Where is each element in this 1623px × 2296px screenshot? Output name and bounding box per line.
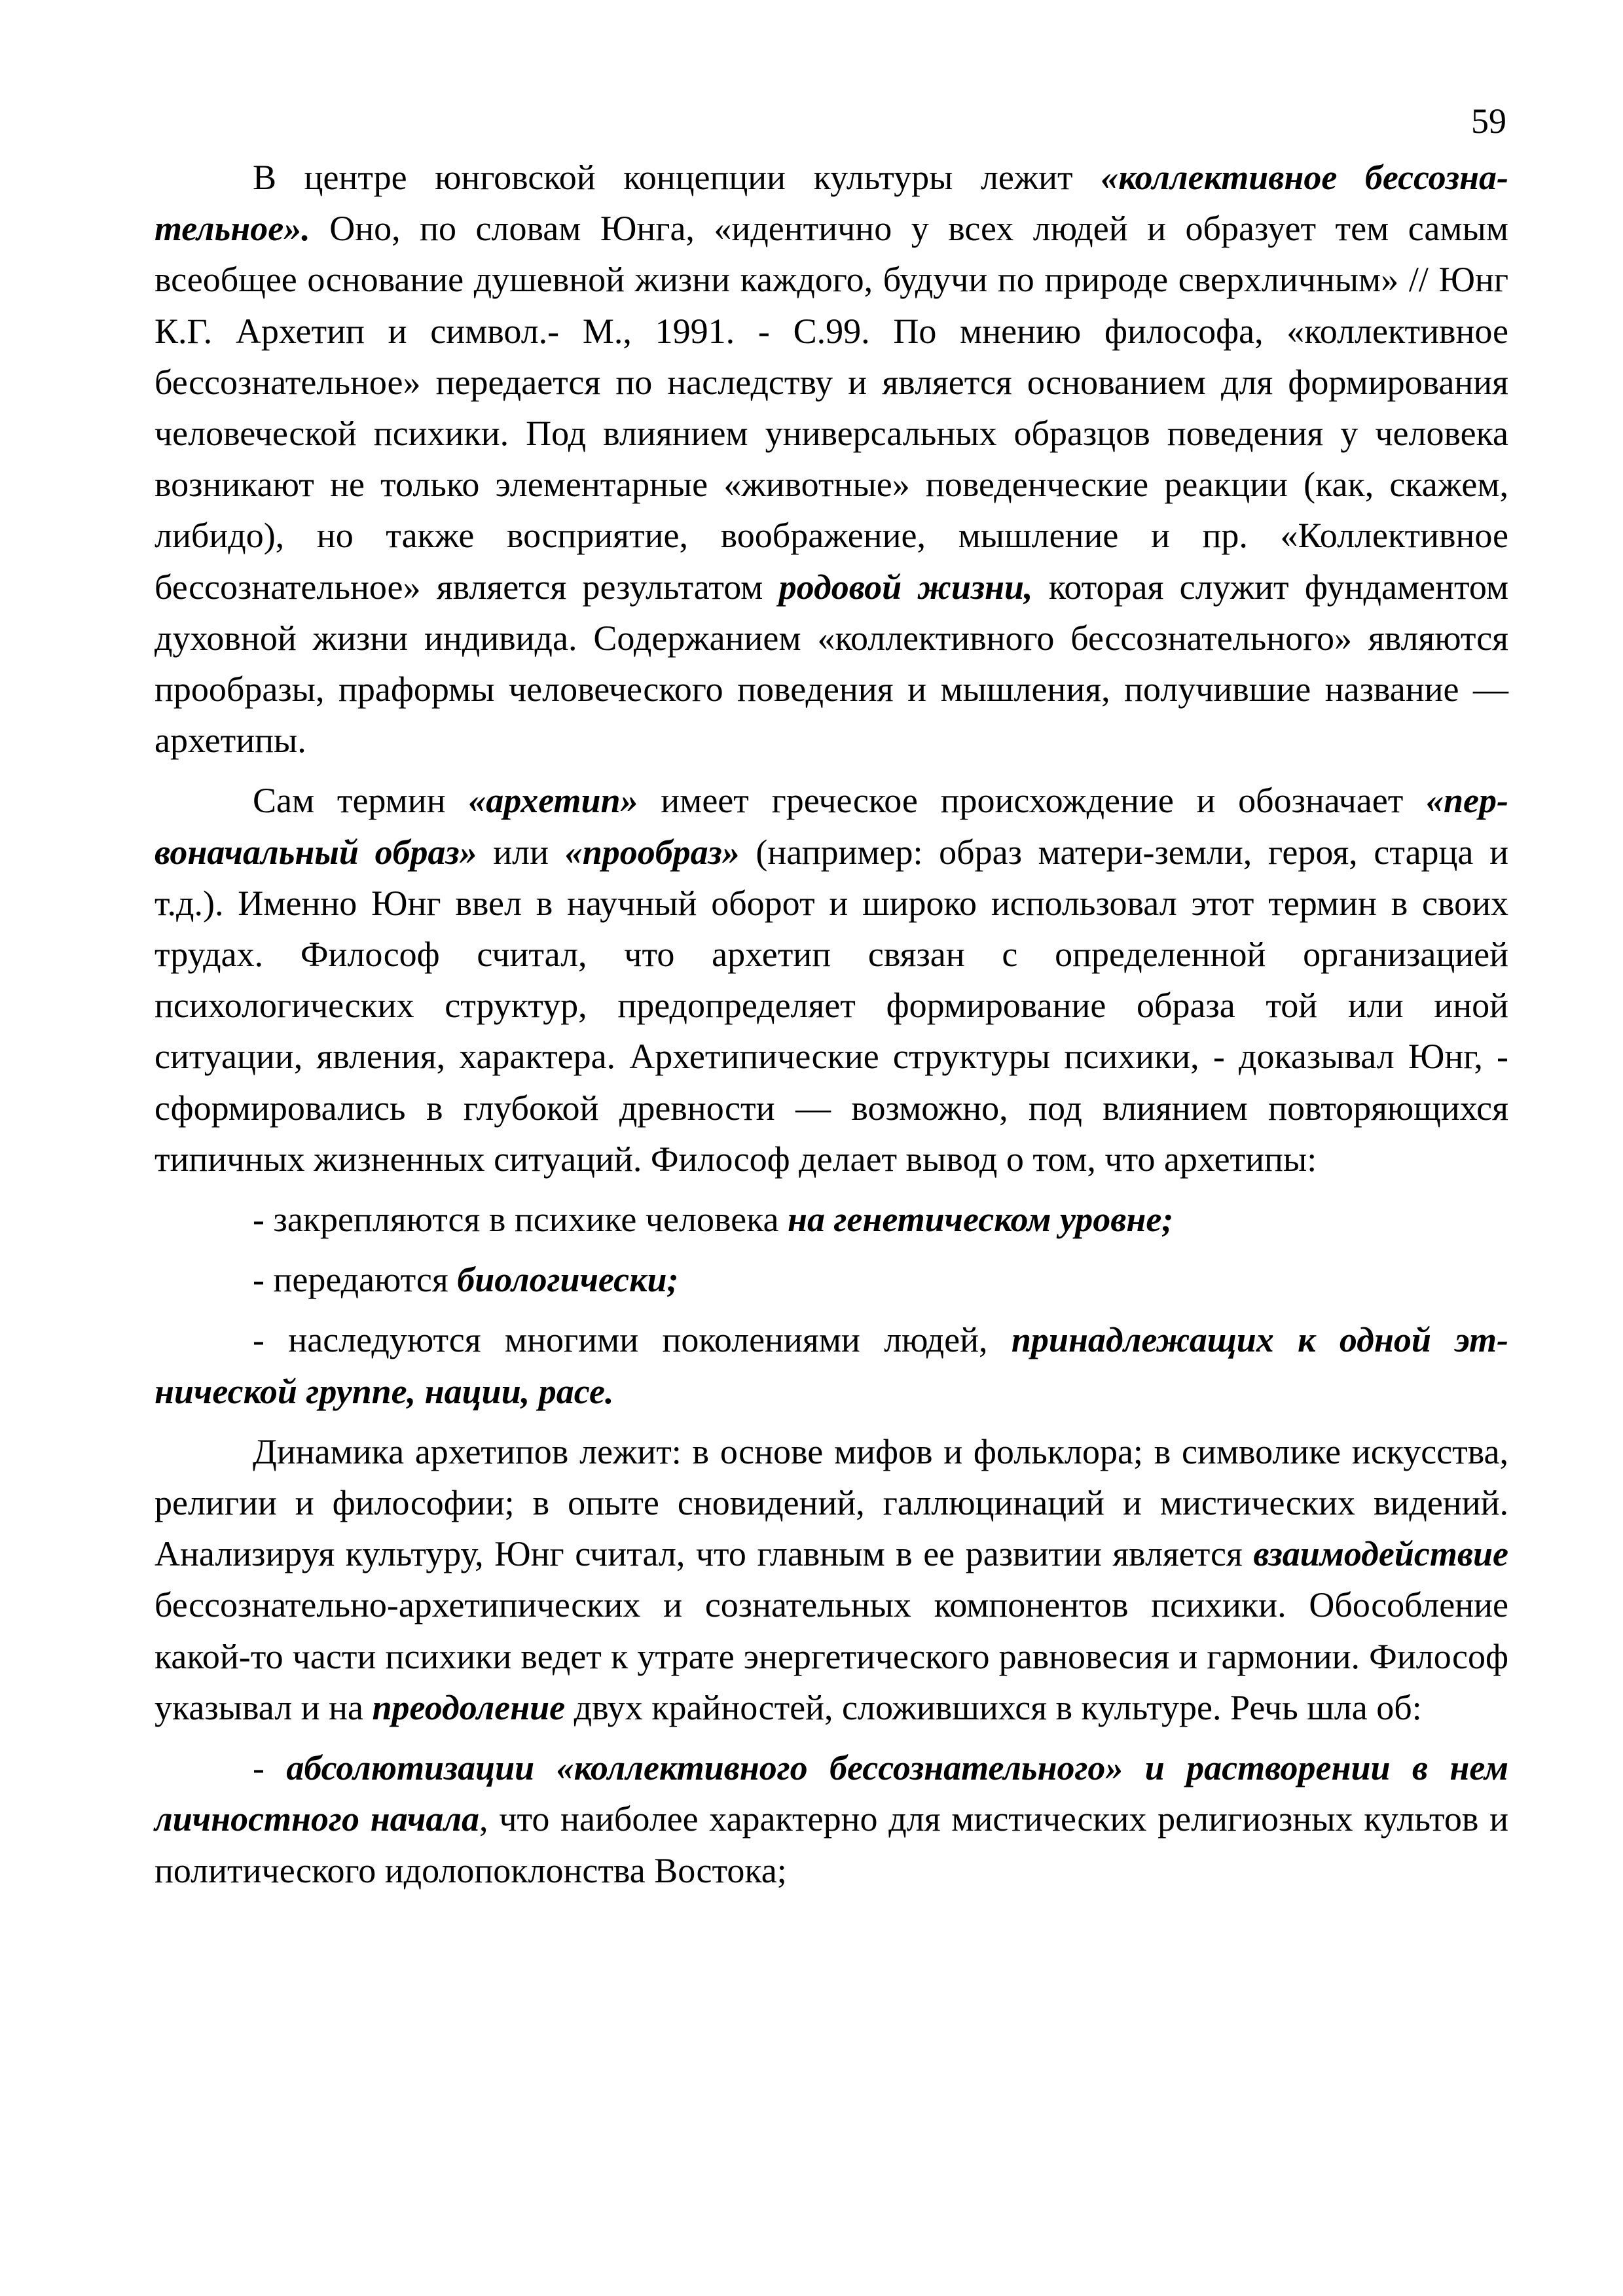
body-text: имеет греческое происхождение и обозначает <box>638 781 1427 821</box>
list-item-absolutization <box>155 1742 1508 1896</box>
body-text: - закрепляются в психике человека <box>253 1200 788 1240</box>
body-text: Оно, по словам Юнга, «идентично у всех людей и образует тем самым всеобщее основание душевной жизни каждого, будучи по природе сверхличным» // Юнг К.Г. Архетип и символ.- М., 1991. - С.99. По мнению философа, «коллективное бессознательное» передается по наследству и является основанием для формирования человеческой психики. Под влиянием универсальных образцов поведения у человека возникают не только элементарные «животные» поведенческие реакции (как, скажем, либидо), но также восприятие, воображение, мышление и пр. «Коллективное бессознательное» является результатом <box>155 209 1508 607</box>
body-text: В центре юнговской концепции культуры лежит <box>253 158 1101 197</box>
body-text: - наследуются многими поколениями людей, <box>253 1320 1012 1360</box>
emphasized-text: «коллективное бессознательное». <box>155 158 1508 249</box>
paragraph-archetype-dynamics <box>155 1426 1508 1733</box>
body-text: Сам термин <box>253 781 469 821</box>
body-text: или <box>477 832 565 872</box>
list-item-biological <box>155 1254 1508 1305</box>
body-text: (например: образ матери-земли, героя, старца и т.д.). Именно Юнг ввел в научный оборот и широко использовал этот термин в своих трудах. Философ считал, что архетип связан с определенной организацией психологических структур, предопределяет формирование образа той или иной ситуации, явления, характера. Архетипические структуры психики, - доказывал Юнг, - сформировались в глубокой древности — возможно, под влиянием повторяющихся типичных жизненных ситуаций. Философ делает вывод о том, что архетипы: <box>155 832 1508 1179</box>
emphasized-text: «первоначальный образ» <box>155 781 1508 872</box>
emphasized-text: на генетическом уровне; <box>788 1200 1174 1240</box>
emphasized-text: преодоление <box>372 1687 566 1727</box>
emphasized-text: абсолютизации «коллективного бессознательного» и растворении в нем личностного начала <box>155 1748 1509 1839</box>
page-number: 59 <box>1471 101 1506 141</box>
text-body <box>155 152 1508 1896</box>
emphasized-text: «архетип» <box>468 781 638 821</box>
body-text: Динамика архетипов лежит: в основе мифов и фольклора; в символике искусства, религии и философии; в опыте сновидений, галлюцинаций и мистических видений. Анализируя культуру, Юнг считал, что главным в ее развитии является <box>155 1431 1508 1574</box>
body-text: бессознательно-архетипических и сознательных компонентов психики. Обособление какой-то части психики ведет к утрате энергетического равновесия и гармонии. Философ указывал и на <box>155 1585 1508 1727</box>
list-item-inherited <box>155 1314 1508 1416</box>
body-text: - <box>253 1748 287 1788</box>
body-text: , что наиболее характерно для мистических религиозных культов и политического идолопоклонства Востока; <box>155 1799 1508 1890</box>
list-item-genetic-level <box>155 1194 1508 1245</box>
emphasized-text: родовой жизни, <box>778 567 1033 607</box>
body-text: которая служит фундаментом духовной жизни индивида. Содержанием «коллективного бессознательного» являются прообразы, праформы человеческого поведения и мышления, получившие название — архетипы. <box>155 567 1508 761</box>
body-text: двух крайностей, сложившихся в культуре. Речь шла об: <box>565 1687 1422 1727</box>
emphasized-text: взаимодействие <box>1253 1534 1508 1574</box>
paragraph-collective-unconscious <box>155 152 1508 766</box>
emphasized-text: «прообраз» <box>564 832 740 872</box>
emphasized-text: принадлежащих к одной этнической группе, нации, расе. <box>155 1320 1508 1411</box>
body-text: - передаются <box>253 1260 458 1300</box>
emphasized-text: биологически; <box>457 1260 679 1300</box>
paragraph-archetype-term <box>155 775 1508 1185</box>
